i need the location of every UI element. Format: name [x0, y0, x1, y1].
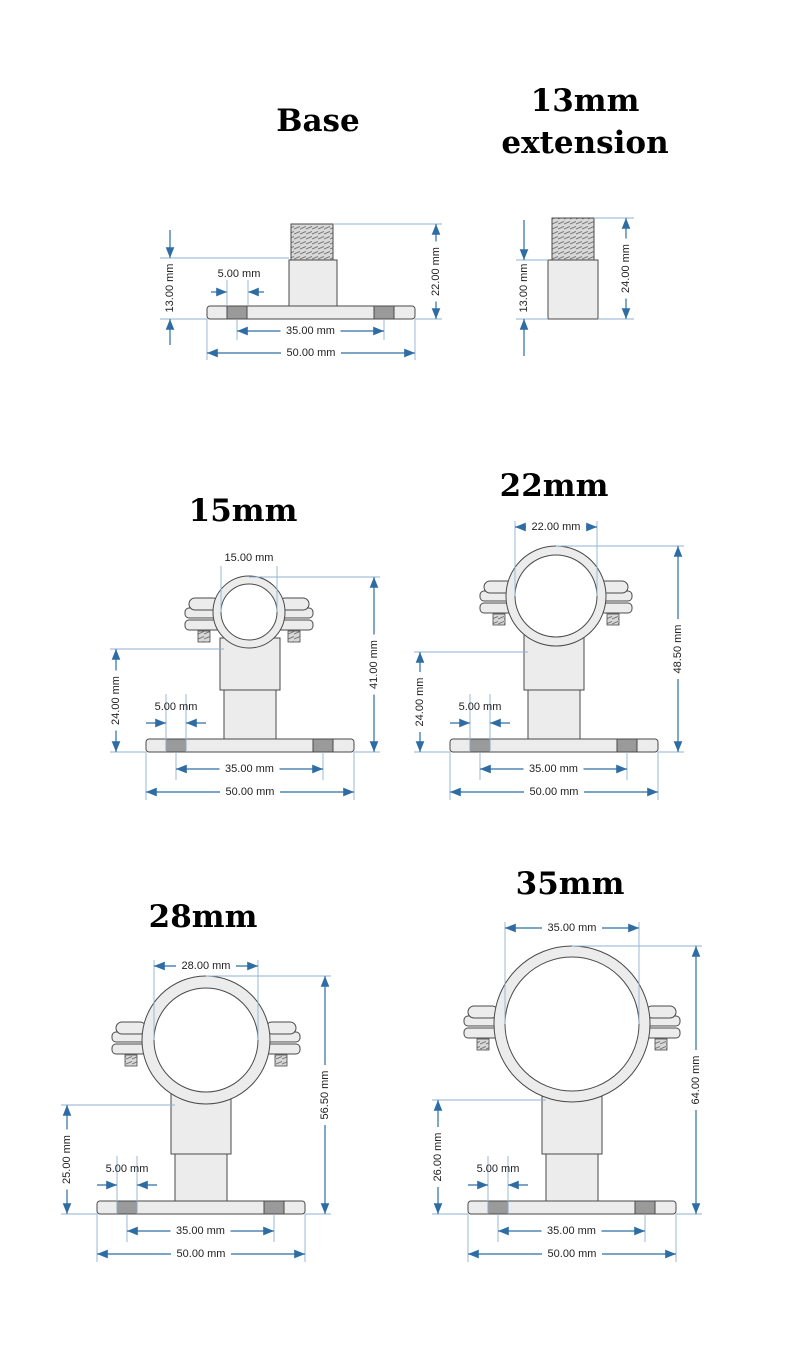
mounting-hole-right — [374, 306, 394, 319]
overall-width-dim-label: 50.00 mm — [529, 785, 579, 798]
extension-thread — [552, 218, 594, 260]
hole-width-label: 5.00 mm — [458, 700, 502, 713]
clip-22mm-diagram — [412, 519, 686, 800]
mounting-hole-left — [227, 306, 247, 319]
bolt-right — [288, 631, 300, 642]
clip-28mm-diagram — [59, 958, 333, 1262]
overall-width-dim-label: 50.00 mm — [225, 785, 275, 798]
overall-width-dim-label: 50.00 mm — [547, 1247, 597, 1260]
mounting-hole-left — [166, 739, 186, 752]
hole-spacing-dim-label: 35.00 mm — [176, 1224, 225, 1237]
heading-clip-15mm: 15mm — [188, 493, 298, 529]
mounting-hole-left — [117, 1201, 137, 1214]
total-height-dim-label: 41.00 mm — [367, 640, 380, 689]
pipe-diameter-dim-label: 15.00 mm — [224, 551, 274, 564]
clip-15mm-diagram — [108, 550, 382, 800]
pipe-diameter-dim-label: 35.00 mm — [547, 921, 597, 934]
extension-diagram — [516, 218, 634, 356]
base-spacing-dim-label: 35.00 mm — [286, 324, 335, 337]
bolt-left — [198, 631, 210, 642]
pipe-bore — [505, 957, 639, 1091]
mounting-hole-right — [264, 1201, 284, 1214]
base-diagram — [160, 224, 444, 361]
stem-height-dim-label: 24.00 mm — [413, 677, 426, 727]
extension-total-height-dim-label: 24.00 mm — [619, 244, 632, 293]
nut-left — [116, 1022, 146, 1034]
bolt-right — [655, 1039, 667, 1050]
overall-width-dim-label: 50.00 mm — [176, 1247, 226, 1260]
mounting-hole-right — [313, 739, 333, 752]
extension-height-label: 13.00 mm — [517, 263, 530, 313]
bolt-right — [607, 614, 619, 625]
extension-body — [548, 260, 598, 319]
hole-width-label: 5.00 mm — [105, 1162, 149, 1175]
mounting-hole-left — [470, 739, 490, 752]
mounting-hole-left — [488, 1201, 508, 1214]
heading-extension-size: 13mm — [530, 83, 640, 119]
hole-spacing-dim-label: 35.00 mm — [529, 762, 578, 775]
hole-spacing-dim-label: 35.00 mm — [225, 762, 274, 775]
heading-clip-22mm: 22mm — [499, 468, 609, 504]
pipe-bore — [154, 988, 258, 1092]
hole-spacing-dim-label: 35.00 mm — [547, 1224, 596, 1237]
stem-height-dim-label: 24.00 mm — [109, 676, 122, 725]
pipe-diameter-dim-label: 22.00 mm — [531, 520, 581, 533]
stem-height-dim-label: 26.00 mm — [431, 1132, 444, 1182]
bolt-left — [125, 1055, 137, 1066]
base-width-dim-label: 50.00 mm — [286, 346, 336, 359]
lower-stem — [224, 690, 276, 739]
hole-width-label: 5.00 mm — [154, 700, 198, 713]
pipe-diameter-dim-label: 28.00 mm — [181, 959, 231, 972]
base-total-height-dim-label: 22.00 mm — [429, 247, 442, 296]
heading-clip-35mm: 35mm — [515, 866, 625, 902]
bolt-right — [275, 1055, 287, 1066]
threaded-stud — [291, 224, 333, 260]
clip-35mm-diagram — [430, 920, 704, 1262]
stem-height-dim-label: 25.00 mm — [60, 1135, 73, 1184]
total-height-dim-label: 64.00 mm — [689, 1055, 702, 1105]
base-stem — [289, 260, 337, 306]
total-height-dim-label: 56.50 mm — [318, 1070, 331, 1120]
nut-right — [646, 1006, 676, 1018]
base-hole-label: 5.00 mm — [217, 267, 261, 280]
mounting-hole-right — [635, 1201, 655, 1214]
heading-base: Base — [276, 103, 360, 139]
pipe-bore — [221, 584, 277, 640]
hole-width-label: 5.00 mm — [476, 1162, 520, 1175]
nut-left — [468, 1006, 498, 1018]
pipe-bore — [515, 555, 597, 637]
lower-stem — [546, 1154, 598, 1201]
bolt-left — [477, 1039, 489, 1050]
heading-extension-word: extension — [501, 125, 669, 161]
base-height-label: 13.00 mm — [163, 263, 176, 313]
lower-stem — [175, 1154, 227, 1201]
heading-clip-28mm: 28mm — [148, 899, 258, 935]
total-height-dim-label: 48.50 mm — [671, 624, 684, 674]
lower-stem — [528, 690, 580, 739]
nut-right — [266, 1022, 296, 1034]
mounting-hole-right — [617, 739, 637, 752]
bolt-left — [493, 614, 505, 625]
